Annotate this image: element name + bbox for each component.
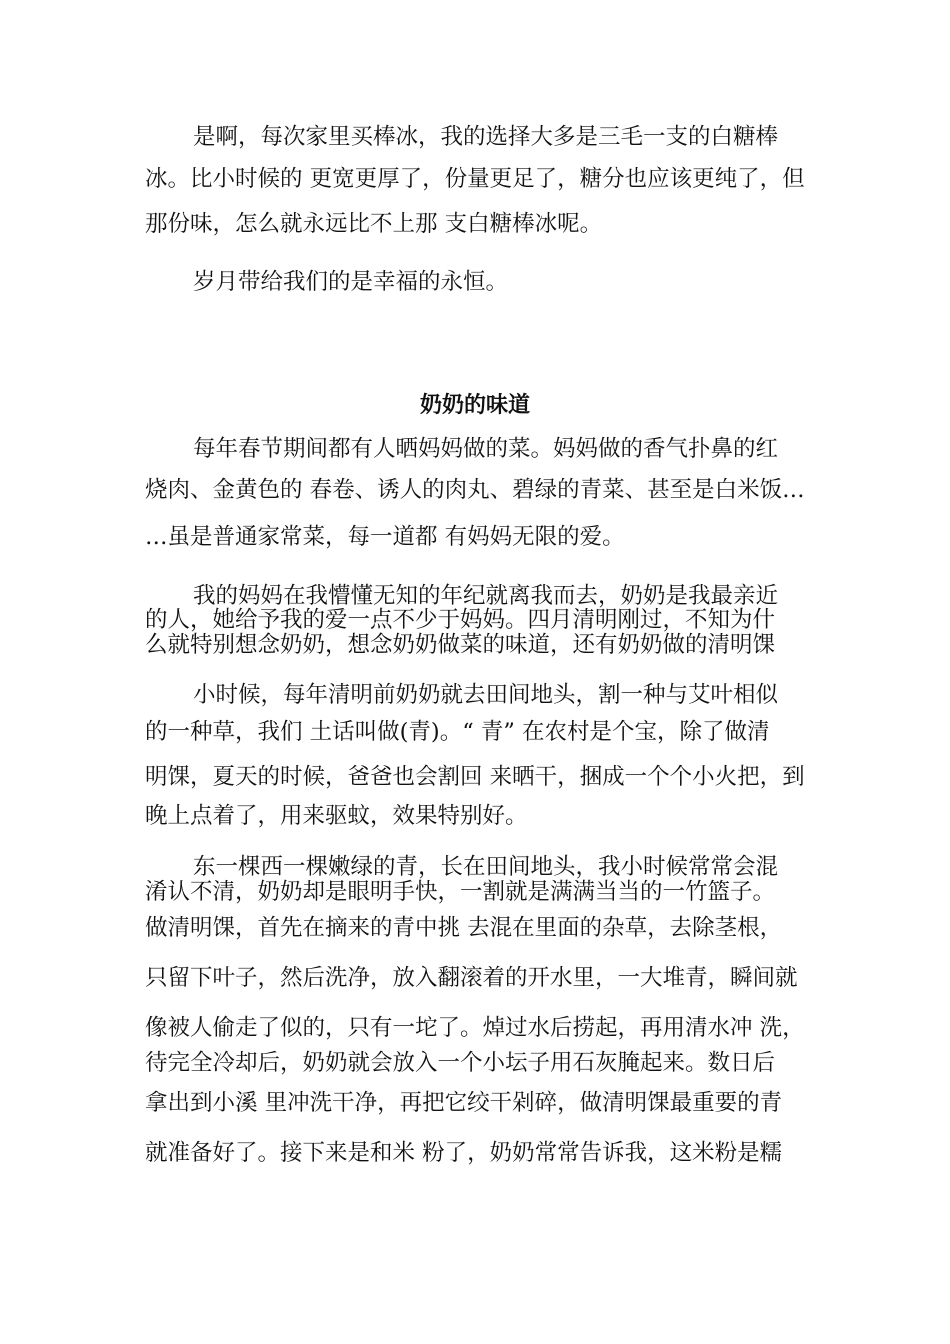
paragraph-6-line-2: 淆认不清，奶奶却是眼明手快，一割就是满满当当的一竹篮子。 bbox=[145, 879, 776, 905]
section-title: 奶奶的味道 bbox=[419, 392, 530, 418]
paragraph-3-line-1: 每年春节期间都有人晒妈妈做的菜。妈妈做的香气扑鼻的红 bbox=[193, 436, 779, 462]
paragraph-4-line-3: 么就特别想念奶奶，想念奶奶做菜的味道，还有奶奶做的清明馃 bbox=[145, 632, 776, 658]
paragraph-5-line-2: 的一种草，我们 土话叫做(青)。“ 青” 在农村是个宝，除了做清 bbox=[145, 719, 770, 745]
paragraph-6-line-8: 就准备好了。接下来是和米 粉了，奶奶常常告诉我，这米粉是糯 bbox=[145, 1140, 783, 1166]
paragraph-5-line-3: 明馃，夏天的时候，爸爸也会割回 来晒干，捆成一个个小火把，到 bbox=[145, 764, 805, 790]
paragraph-1-line-2: 冰。比小时候的 更宽更厚了，份量更足了，糖分也应该更纯了，但 bbox=[145, 166, 805, 192]
paragraph-6-line-3: 做清明馃，首先在摘来的青中挑 去混在里面的杂草，去除茎根， bbox=[145, 915, 783, 941]
paragraph-5-line-1: 小时候，每年清明前奶奶就去田间地头，割一种与艾叶相似 bbox=[193, 682, 779, 708]
paragraph-3-line-2: 烧肉、金黄色的 春卷、诱人的肉丸、碧绿的青菜、甚至是白米饭… bbox=[145, 477, 805, 503]
paragraph-6-line-6: 待完全冷却后，奶奶就会放入一个小坛子用石灰腌起来。数日后 bbox=[145, 1050, 776, 1076]
paragraph-6-line-4: 只留下叶子，然后洗净，放入翻滚着的开水里，一大堆青，瞬间就 bbox=[145, 965, 798, 991]
paragraph-5-line-4: 晚上点着了，用来驱蚊，效果特别好。 bbox=[145, 803, 528, 829]
paragraph-3-line-3: …虽是普通家常菜，每一道都 有妈妈无限的爱。 bbox=[145, 524, 625, 550]
paragraph-1-line-1: 是啊，每次家里买棒冰，我的选择大多是三毛一支的白糖棒 bbox=[193, 124, 779, 150]
paragraph-6-line-7: 拿出到小溪 里冲洗干净，再把它绞干剁碎，做清明馃最重要的青 bbox=[145, 1090, 783, 1116]
paragraph-2-line-1: 岁月带给我们的是幸福的永恒。 bbox=[193, 269, 509, 295]
paragraph-1-line-3: 那份味，怎么就永远比不上那 支白糖棒冰呢。 bbox=[145, 211, 603, 237]
paragraph-6-line-1: 东一棵西一棵嫩绿的青，长在田间地头，我小时候常常会混 bbox=[193, 854, 779, 880]
paragraph-4-line-2: 的人，她给予我的爱一点不少于妈妈。四月清明刚过，不知为什 bbox=[145, 607, 776, 633]
paragraph-6-line-5: 像被人偷走了似的，只有一坨了。焯过水后捞起，再用清水冲 洗， bbox=[145, 1015, 805, 1041]
paragraph-4-line-1: 我的妈妈在我懵懂无知的年纪就离我而去，奶奶是我最亲近 bbox=[193, 583, 779, 609]
